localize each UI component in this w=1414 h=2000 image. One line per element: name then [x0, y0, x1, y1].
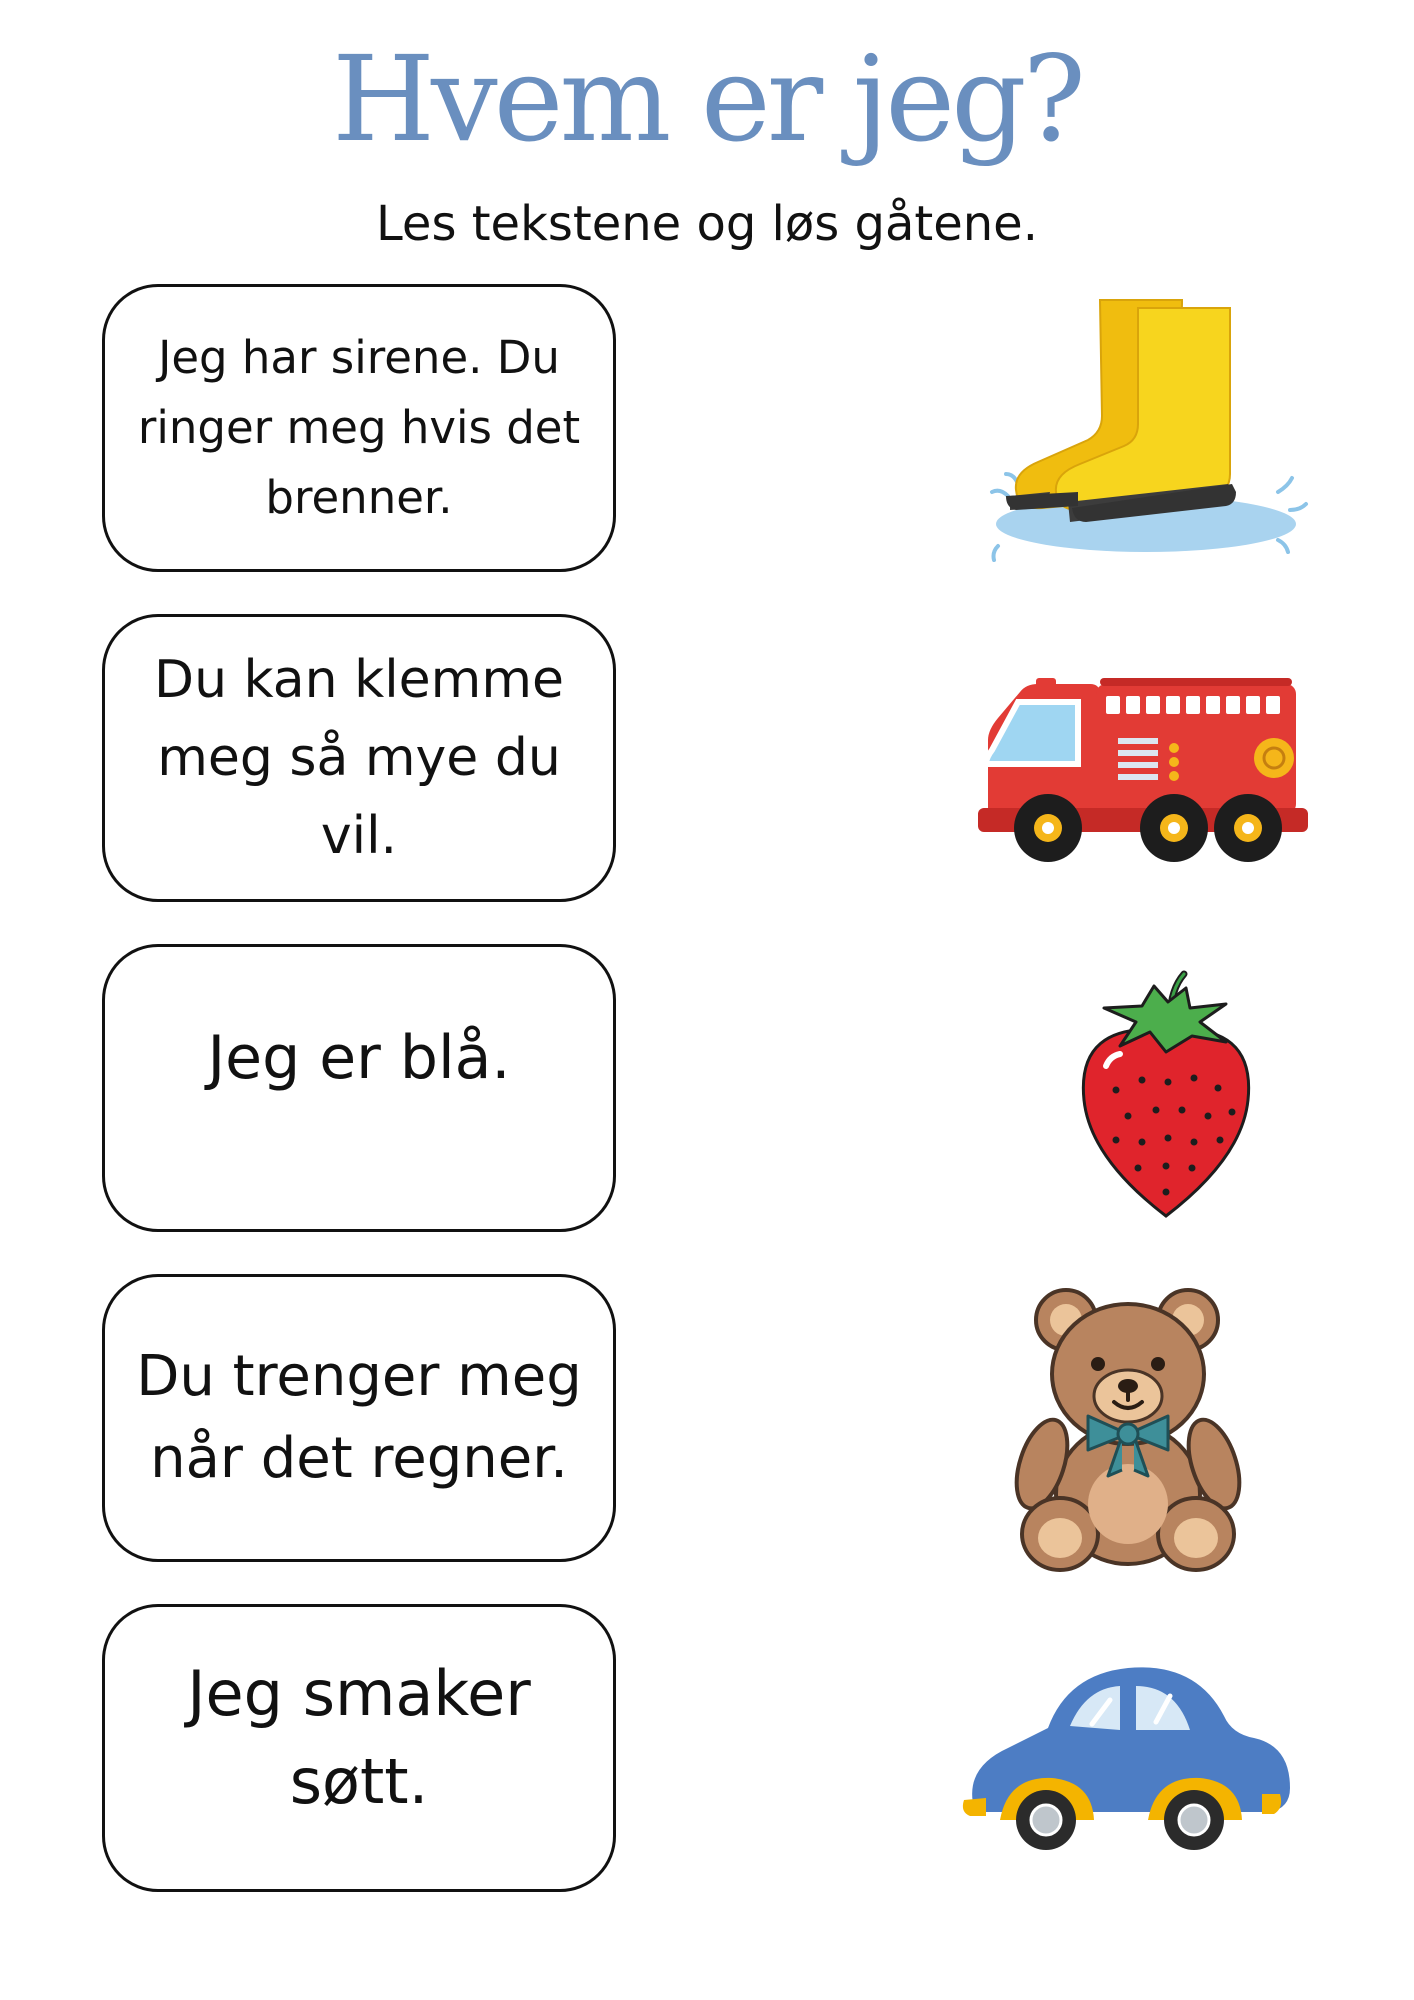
teddy-bear-icon: [1018, 1284, 1238, 1574]
rain-boots-icon: [978, 296, 1318, 566]
fire-truck-icon: [978, 668, 1308, 868]
riddle-text: Jeg smaker søtt.: [187, 1657, 531, 1818]
instruction-text: Les tekstene og løs gåtene.: [376, 196, 1038, 252]
riddle-text: Du kan klemme meg så mye du vil.: [154, 650, 564, 866]
page-title: Hvem er jeg?: [332, 30, 1082, 168]
riddle-text: Jeg har sirene. Du ringer meg hvis det brenner.: [137, 331, 581, 524]
riddle-card-5: [102, 1604, 616, 1892]
riddle-card-4: [102, 1274, 616, 1562]
riddle-text: Du trenger meg når det regner.: [136, 1344, 582, 1491]
riddle-card-1: [102, 284, 616, 572]
strawberry-icon: [1076, 970, 1256, 1220]
blue-car-icon: [960, 1660, 1290, 1860]
riddle-card-3: [102, 944, 616, 1232]
riddle-text: Jeg er blå.: [207, 1023, 511, 1093]
riddle-card-2: [102, 614, 616, 902]
